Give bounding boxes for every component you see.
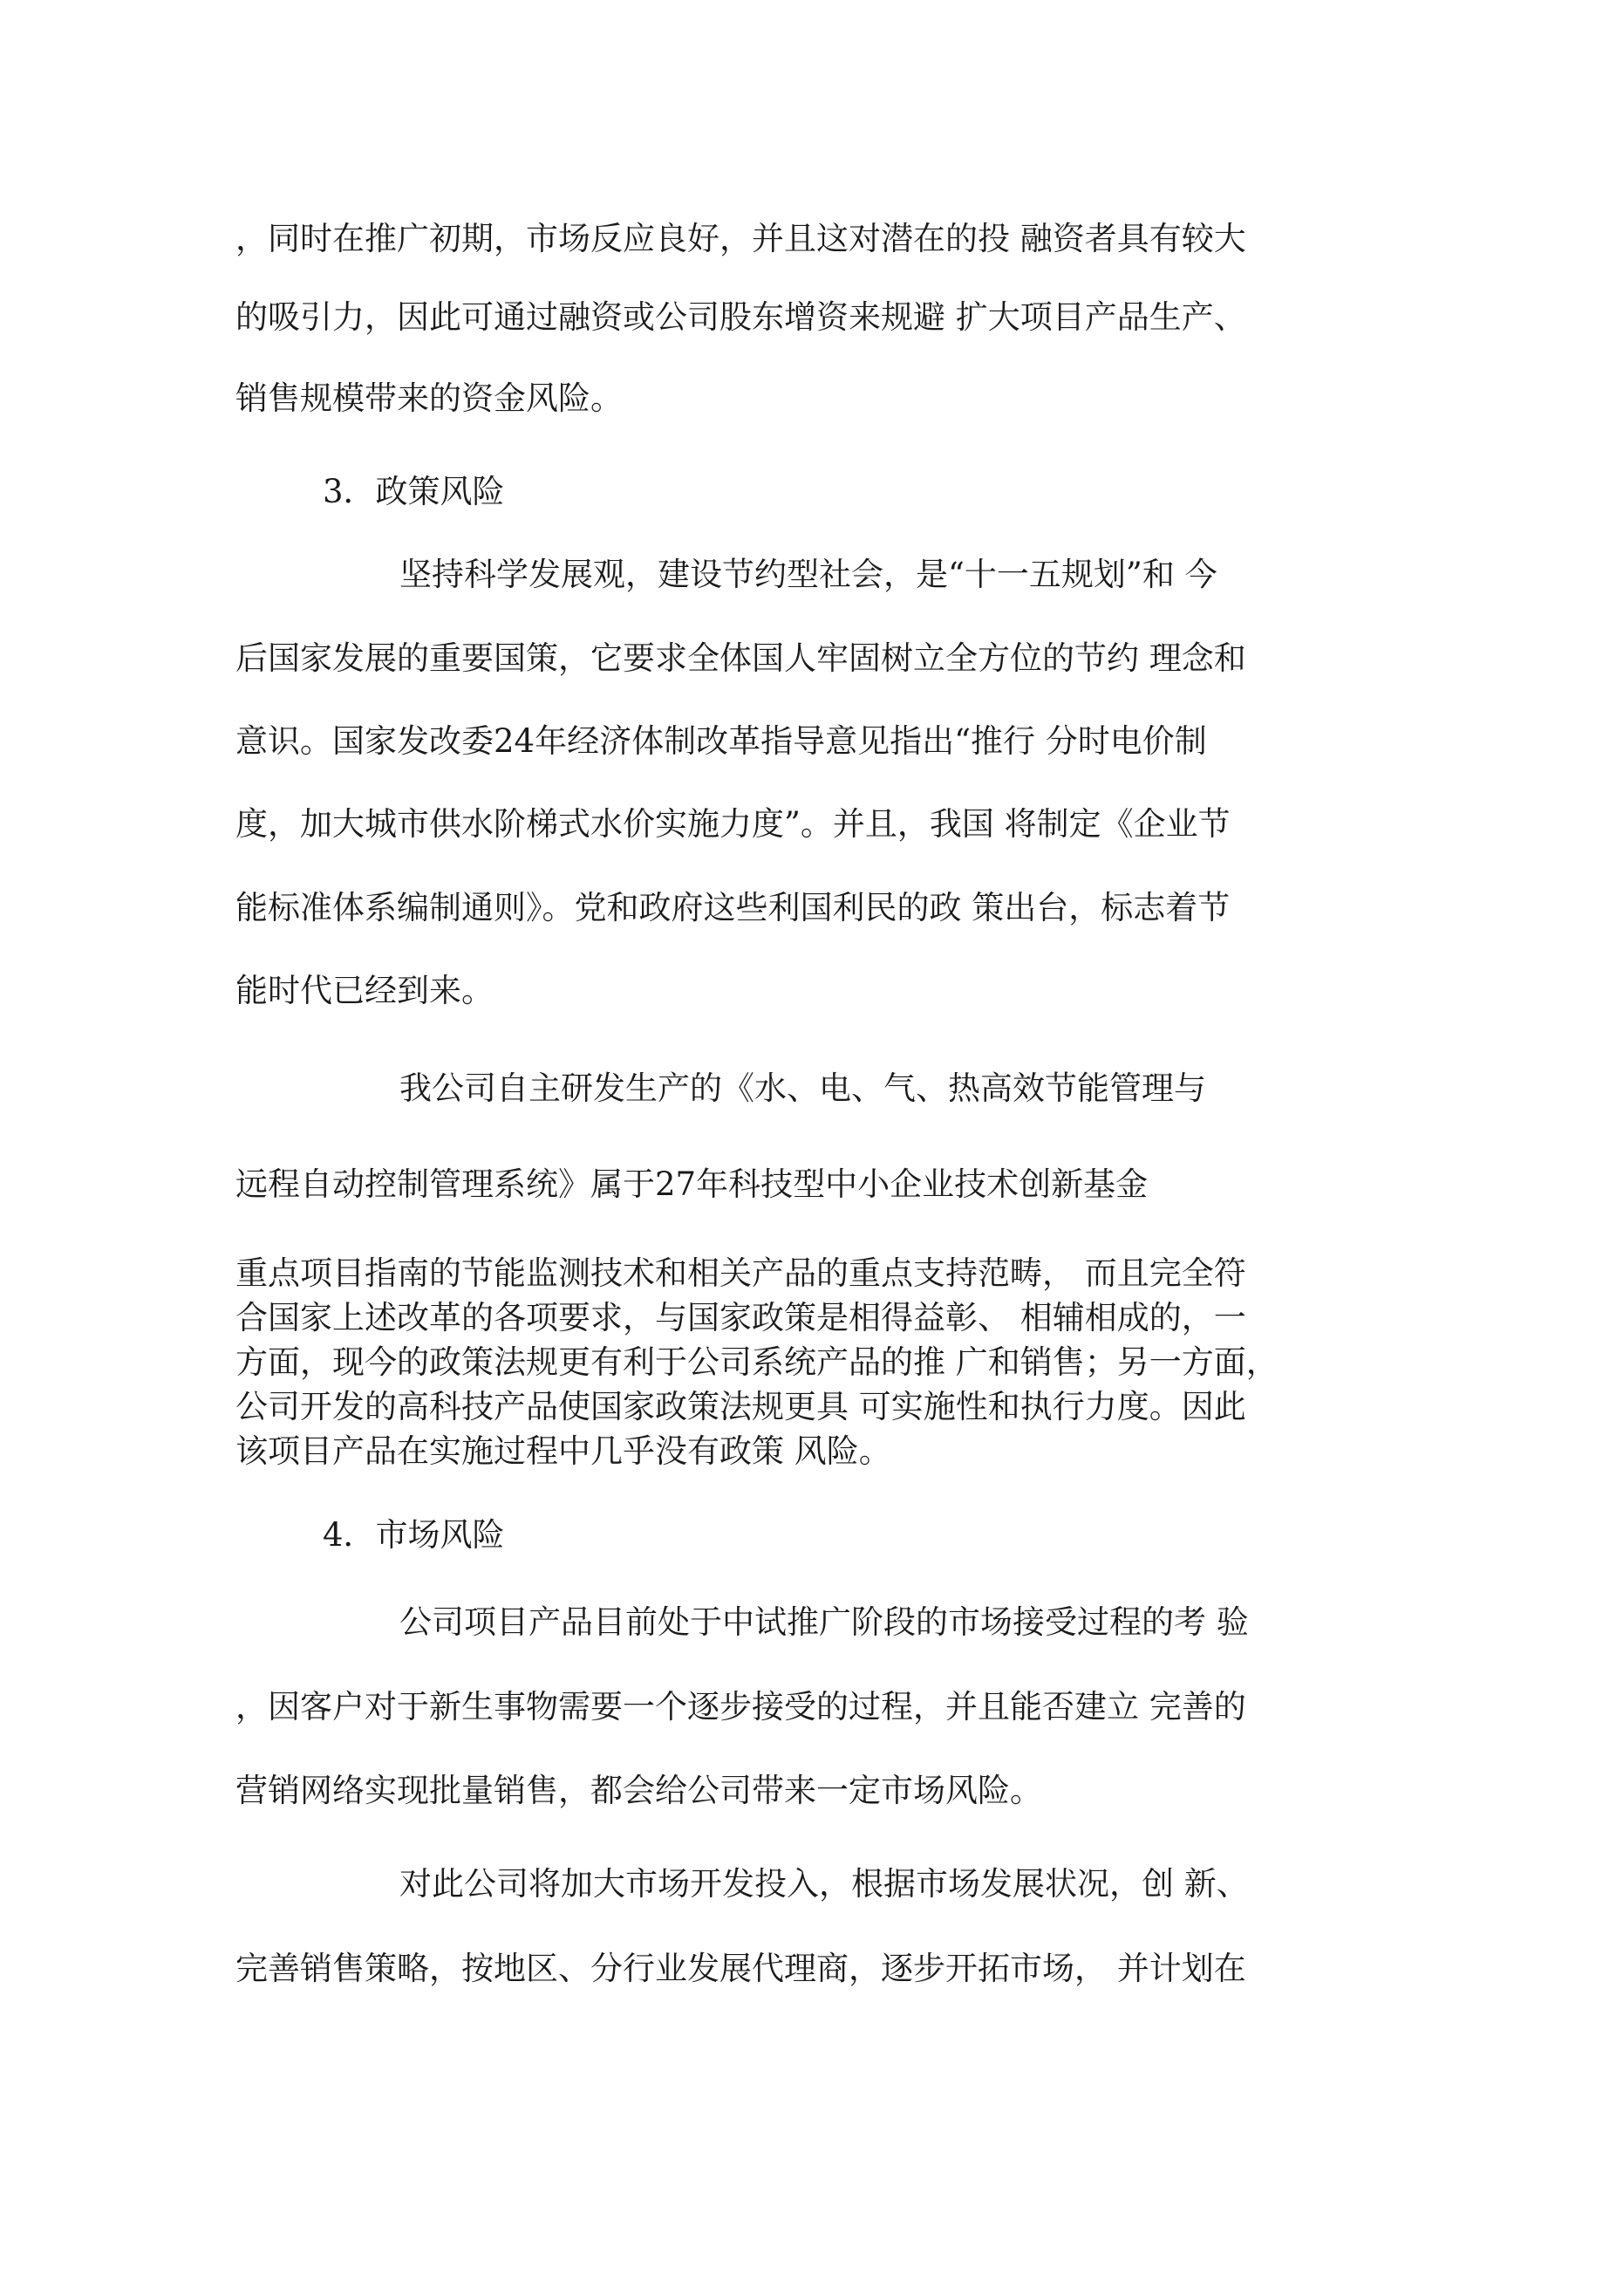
text-line: 意识。国家发改委24年经济体制改革指导意见指出“推行 分时电价制 bbox=[235, 722, 1207, 760]
text-line: 完善销售策略，按地区、分行业发展代理商，逐步开拓市场， 并计划在 bbox=[235, 1950, 1246, 1987]
text-line: ，同时在推广初期，市场反应良好，并且这对潜在的投 融资者具有较大 bbox=[235, 220, 1246, 257]
text-line: 销售规模带来的资金风险。 bbox=[235, 379, 623, 417]
text-line: 远程自动控制管理系统》属于27年科技型中小企业技术创新基金 bbox=[235, 1165, 1149, 1203]
text-line: 能标准体系编制通则》。党和政府这些利国利民的政 策出台，标志着节 bbox=[235, 889, 1231, 926]
text-line: 后国家发展的重要国策，它要求全体国人牢固树立全方位的节约 理念和 bbox=[235, 639, 1246, 677]
text-line: 能时代已经到来。 bbox=[235, 972, 494, 1009]
text-line: 营销网络实现批量销售，都会给公司带来一定市场风险。 bbox=[235, 1772, 1042, 1809]
text-line: ，因客户对于新生事物需要一个逐步接受的过程，并且能否建立 完善的 bbox=[235, 1688, 1246, 1725]
text-line: 该项目产品在实施过程中几乎没有政策 风险。 bbox=[235, 1432, 891, 1470]
text-line: 度，加大城市供水阶梯式水价实施力度”。并且，我国 将制定《企业节 bbox=[235, 805, 1231, 843]
text-line: 我公司自主研发生产的《水、电、气、热高效节能管理与 bbox=[399, 1069, 1206, 1107]
section-heading: 4．市场风险 bbox=[323, 1516, 505, 1554]
text-line: 重点项目指南的节能监测技术和相关产品的重点支持范畴， 而且完全符 bbox=[235, 1254, 1246, 1292]
text-line: 合国家上述改革的各项要求，与国家政策是相得益彰、 相辅相成的，一 bbox=[235, 1299, 1246, 1336]
text-line: 坚持科学发展观，建设节约型社会，是“十一五规划”和 今 bbox=[399, 556, 1217, 593]
text-line: 的吸引力，因此可通过融资或公司股东增资来规避 扩大项目产品生产、 bbox=[235, 298, 1246, 336]
text-line: 公司项目产品目前处于中试推广阶段的市场接受过程的考 验 bbox=[399, 1603, 1249, 1641]
text-line: 对此公司将加大市场开发投入，根据市场发展状况，创 新、 bbox=[399, 1865, 1249, 1903]
text-line: 方面，现今的政策法规更有利于公司系统产品的推 广和销售；另一方面， bbox=[235, 1343, 1279, 1381]
section-heading: 3．政策风险 bbox=[323, 473, 505, 510]
text-line: 公司开发的高科技产品使国家政策法规更具 可实施性和执行力度。因此 bbox=[235, 1388, 1246, 1425]
